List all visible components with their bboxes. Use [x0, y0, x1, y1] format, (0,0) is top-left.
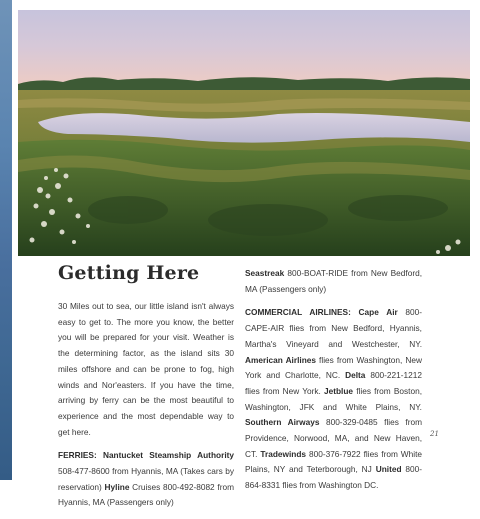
cape-air-name: Cape Air — [358, 307, 398, 318]
nantucket-steamship-name: Nantucket Steamship Authority — [102, 450, 234, 461]
hyline-name: Hyline — [104, 481, 130, 492]
airlines-paragraph — [245, 305, 422, 493]
seastreak-name: Seastreak — [245, 268, 285, 278]
jetblue-name: Jetblue — [324, 385, 354, 396]
delta-name: Delta — [345, 370, 366, 381]
cape-air-details: 800-CAPE-AIR flies from New Bedford, Hyannis, Martha's Vineyard and Westchester, NY. — [245, 307, 423, 349]
tradewinds-details: 800-376-7922 flies from White Plains, NY and Teterborough, NJ — [245, 448, 422, 475]
american-airlines-name: American Airlines — [245, 354, 316, 365]
jetblue-details: flies from Boston, Washington, JFK and White Plains, NY. — [245, 385, 422, 412]
marsh-photo-illustration — [18, 10, 470, 256]
text-column-left — [58, 299, 234, 519]
ferries-label: FERRIES: — [58, 450, 97, 461]
airlines-label: COMMERCIAL AIRLINES: — [245, 307, 351, 318]
marsh-landscape-photo — [18, 10, 470, 256]
united-name: United — [375, 464, 402, 475]
seastreak-details: 800-BOAT-RIDE from New Bedford, MA (Passengers only) — [245, 268, 422, 294]
tradewinds-name: Tradewinds — [260, 448, 307, 459]
delta-details: 800-221-1212 flies from New York. — [245, 370, 422, 396]
intro-paragraph: 30 Miles out to sea, our little island isn't always easy to get to. The more you know, the better you will be prepared for your visit. Weather is the determining factor, as the island sits 30 miles offshore and can be prone to fog, high winds and Nor'easters. If you have the time, arriving by ferry can be the most beautiful to experience and the most dependable way to get here. — [58, 301, 234, 437]
southern-airways-details: 800-329-0485 flies from Providence, Norwood, MA, and New Haven, CT. — [245, 417, 423, 459]
page-number: 21 — [430, 430, 439, 438]
ferries-paragraph-end — [245, 266, 422, 297]
american-airlines-details: flies from Washington, New York and Charlotte, NC. — [245, 354, 422, 381]
united-details: 800-864-8331 flies from Washington DC. — [245, 464, 422, 491]
page-title: Getting Here — [58, 262, 200, 284]
left-edge-strip — [0, 0, 12, 480]
nantucket-steamship-details: 508-477-8600 from Hyannis, MA (Takes cars by reservation) — [58, 466, 234, 492]
southern-airways-name: Southern Airways — [245, 417, 320, 428]
text-column-right — [245, 266, 422, 502]
hyline-details: Cruises 800-492-8082 from Hyannis, MA (Passengers only) — [58, 481, 234, 508]
